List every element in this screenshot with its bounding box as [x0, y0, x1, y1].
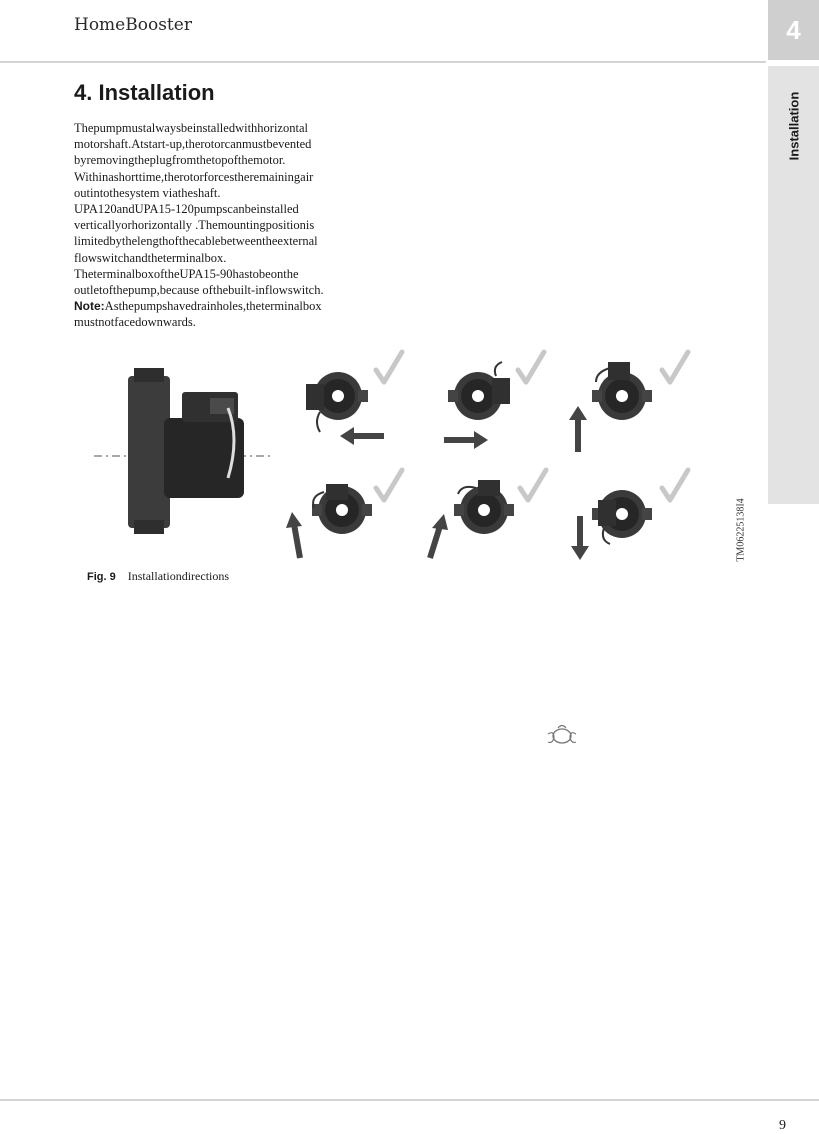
figure-number: Fig. 9: [87, 571, 116, 583]
figure-caption: [87, 569, 229, 584]
header-rule: [0, 61, 766, 63]
paragraph-horizontal-shaft: Thepumpmustalwaysbeinstalledwithhorizontal motorshaft.Atstart-up,therotorcanmustbevented byremovingtheplugfromthetopofthemotor.: [74, 121, 312, 168]
orientation-bottom-left: [286, 470, 402, 558]
orientation-top-right: [569, 352, 688, 452]
section-title: 4. Installation: [74, 80, 215, 105]
note-label: Note:: [74, 299, 105, 314]
page-number: 9: [779, 1118, 786, 1133]
installation-directions-figure: [88, 348, 708, 568]
figure-code: TM06225138I4: [735, 498, 747, 562]
orientation-top-left: [306, 352, 402, 445]
orientation-bottom-right: [571, 470, 688, 560]
pump-side-view: [94, 368, 274, 534]
note-paragraph: [74, 298, 394, 330]
paragraph-mounting: UPA120andUPA15-120pumpscanbeinstalled verticallyorhorizontally .Themountingpositionis limitedbythelengthofthecablebetweentheexternal flowswitchandtheterminalbox.: [74, 202, 318, 265]
paragraph-venting: Withinashorttime,therotorforcestheremainingair outintothesystem viatheshaft.: [74, 169, 314, 200]
body-text: [74, 120, 394, 331]
header-title: HomeBooster: [74, 15, 192, 35]
orientation-top-middle: [444, 352, 544, 449]
paragraph-terminal-box: TheterminalboxoftheUPA15-90hastobeonthe outletofthepump,because ofthebuilt-inflowswitch.: [74, 266, 324, 298]
chapter-side-label: Installation: [786, 91, 802, 161]
printer-mark-icon: [544, 722, 580, 748]
chapter-number-tab: 4: [768, 0, 819, 60]
figure-caption-text: Installationdirections: [127, 569, 230, 583]
footer-rule: [0, 1099, 819, 1101]
note-text: Asthepumpshavedrainholes,theterminalbox mustnotfacedownwards.: [74, 299, 322, 330]
orientation-bottom-middle: [430, 470, 546, 558]
